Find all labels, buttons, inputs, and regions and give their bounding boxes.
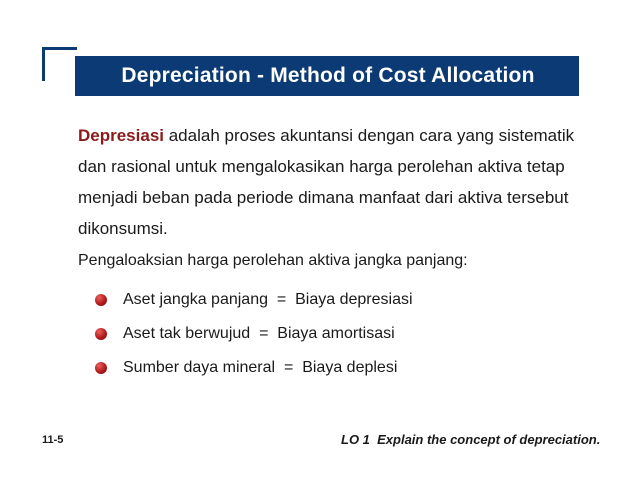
list-item-text: Aset jangka panjang = Biaya depresiasi <box>123 291 413 308</box>
list-item-text: Sumber daya mineral = Biaya deplesi <box>123 359 398 376</box>
slide-title: Depreciation - Method of Cost Allocation <box>121 64 535 87</box>
learning-objective: LO 1 Explain the concept of depreciation. <box>341 432 601 447</box>
list-item <box>95 351 413 385</box>
slide-number: 11-5 <box>42 434 64 446</box>
title-bar <box>75 56 579 96</box>
list-item <box>95 283 413 317</box>
list-item <box>95 317 413 351</box>
bullet-dot-icon <box>95 328 107 340</box>
definition-term: Depresiasi <box>78 126 164 145</box>
bullet-dot-icon <box>95 362 107 374</box>
definition-paragraph <box>78 120 598 244</box>
allocation-intro: Pengaloaksian harga perolehan aktiva jangka panjang: <box>78 252 468 269</box>
list-item-text: Aset tak berwujud = Biaya amortisasi <box>123 325 395 342</box>
bullet-dot-icon <box>95 294 107 306</box>
definition-text: adalah proses akuntansi dengan cara yang sistematik dan rasional untuk mengalokasikan harga perolehan aktiva tetap menjadi beban pada periode dimana manfaat dari aktiva tersebut dikonsumsi. <box>78 126 575 238</box>
title-accent-rule <box>42 47 45 81</box>
allocation-list <box>95 283 413 385</box>
